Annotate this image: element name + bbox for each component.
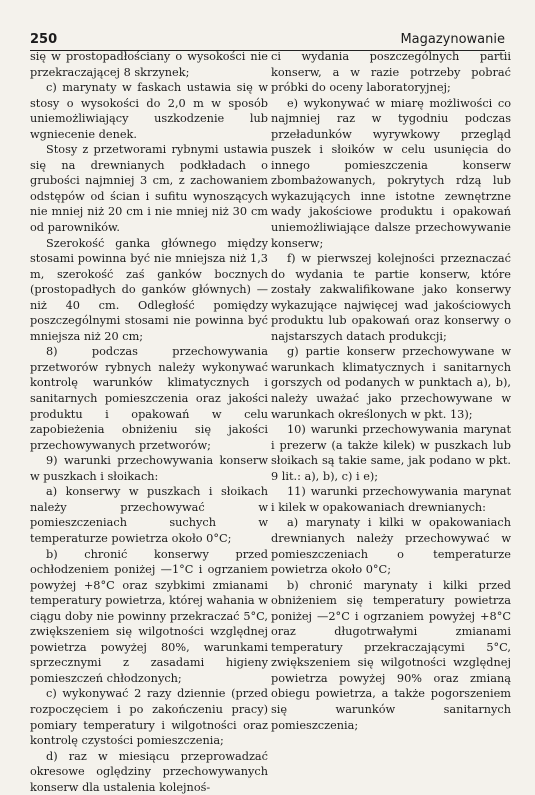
left-column-paragraph: 9) warunki przechowywania konserw w puszkach i słoikach: <box>30 454 268 483</box>
running-title: Magazynowanie <box>400 32 505 47</box>
right-text-column <box>271 49 511 733</box>
left-column-paragraph: Stosy z przetworami rybnymi ustawia się na drewnianych podkładach o grubości najmniej 3 cm, z zachowaniem odstępów od ścian i sufitu wynoszących nie mniej niż 20 cm i nie mniej niż 30 cm od parowników. <box>30 143 268 235</box>
right-column-paragraph: f) w pierwszej kolejności przeznaczać do wydania te partie konserw, które zostały zakwalifikowane jako konserwy wykazujące najwięcej wad jakościowych produktu lub opakowań oraz konserwy o najstarszych datach produkcji; <box>271 252 511 343</box>
left-column-paragraph: się w prostopadłościany o wysokości nie przekraczającej 8 skrzynek; <box>30 50 268 79</box>
right-column-paragraph: g) partie konserw przechowywane w warunkach klimatycznych i sanitarnych gorszych od podanych w punktach a), b), należy uważać jako przechowywane w warunkach określonych w pkt. 13); <box>271 345 511 421</box>
right-column-paragraph: b) chronić marynaty i kilki przed obniżeniem się temperatury powietrza poniżej —2°C i ogrzaniem powyżej +8°C oraz długotrwałymi zmianami temperatury przekraczającymi 5°C, zwiększeniem się wilgotności względnej powietrza powyżej 90% oraz zmianą obiegu powietrza, a także pogorszeniem się warunków sanitarnych pomieszczenia; <box>271 578 511 732</box>
running-header <box>30 27 505 51</box>
left-column-paragraph: d) raz w miesiącu przeprowadzać okresowe oględziny przechowywanych konserw dla ustalenia kolejnoś- <box>30 749 268 794</box>
right-column-paragraph: 10) warunki przechowywania marynat i prezerw (a także kilek) w puszkach lub słoikach są takie same, jak podano w pkt. 9 lit.: a), b), c) i e); <box>271 423 511 483</box>
page-number: 250 <box>30 32 58 47</box>
right-column-paragraph: 11) warunki przechowywania marynat i kilek w opakowaniach drewnianych: <box>271 485 511 514</box>
right-column-paragraph: ci wydania poszczególnych partii konserw, a w razie potrzeby pobrać próbki do oceny laboratoryjnej; <box>271 50 511 95</box>
left-column-paragraph: Szerokość ganka głównego między stosami powinna być nie mniejsza niż 1,3 m, szerokość zaś ganków bocznych (prostopadłych do ganków głównych) — niż 40 cm. Odległość pomiędzy poszczególnymi stosami nie powinna być mniejsza niż 20 cm; <box>30 236 268 343</box>
left-column-paragraph: c) marynaty w faskach ustawia się w stosy o wysokości do 2,0 m w sposób uniemożliwiający uszkodzenie lub wgniecenie denek. <box>30 81 268 141</box>
left-column-paragraph: a) konserwy w puszkach i słoikach należy przechowywać w pomieszczeniach suchych w temperaturze powietrza około 0°C; <box>30 485 268 545</box>
left-column-paragraph: 8) podczas przechowywania przetworów rybnych należy wykonywać kontrolę warunków klimatycznych i sanitarnych pomieszczenia oraz jakości produktu i opakowań w celu zapobieżenia obniżeniu się jakości przechowywanych przetworów; <box>30 345 268 452</box>
left-column-paragraph: c) wykonywać 2 razy dziennie (przed rozpoczęciem i po zakończeniu pracy) pomiary temperatury i wilgotności oraz kontrolę czystości pomieszczenia; <box>30 687 268 748</box>
left-text-column <box>30 49 268 795</box>
right-column-paragraph: e) wykonywać w miarę możliwości co najmniej raz w tygodniu podczas przeładunków wyrywkowy przegląd puszek i słoików w celu usunięcia do innego pomieszczenia konserw zbombażowanych, pokrytych rdzą lub wykazujących inne istotne zewnętrzne wady jakościowe produktu i opakowań uniemożliwiające dalsze przechowywanie konserw; <box>271 96 511 250</box>
left-column-paragraph: b) chronić konserwy przed ochłodzeniem poniżej —1°C i ogrzaniem powyżej +8°C oraz szybkimi zmianami temperatury powietrza, której wahania w ciągu doby nie powinny przekraczać 5°C, zwiększeniem się wilgotności względnej powietrza powyżej 80%, warunkami sprzecznymi z zasadami higieny pomieszczeń chłodzonych; <box>30 547 268 685</box>
right-column-paragraph: a) marynaty i kilki w opakowaniach drewnianych należy przechowywać w pomieszczeniach o temperaturze powietrza około 0°C; <box>271 516 511 577</box>
